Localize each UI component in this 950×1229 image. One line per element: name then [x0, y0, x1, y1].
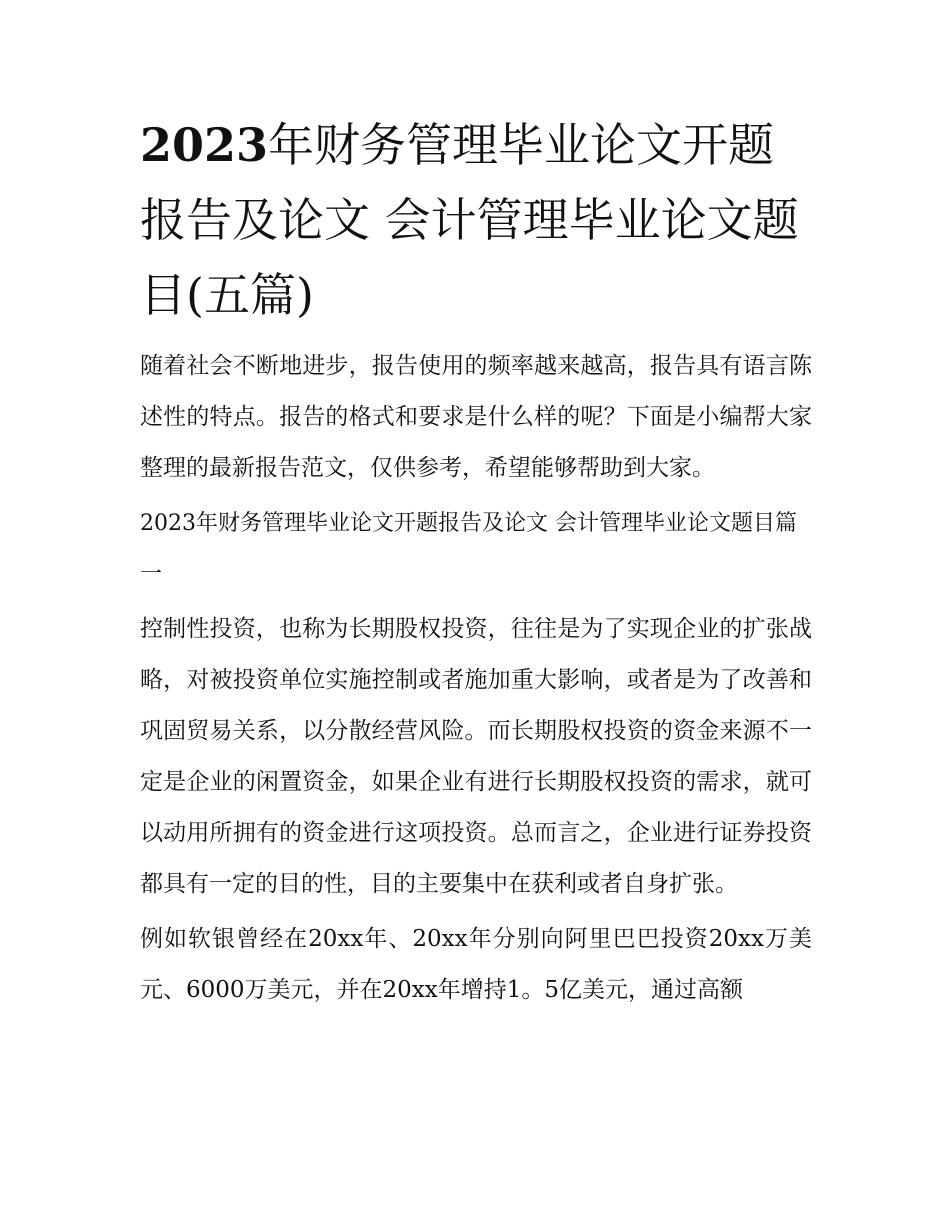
section-heading: 2023年财务管理毕业论文开题报告及论文 会计管理毕业论文题目篇一	[140, 511, 797, 587]
title-text: 年财务管理毕业论文开题报告及论文 会计管理毕业论文题目(五篇)	[140, 118, 799, 322]
document-title	[140, 108, 812, 333]
body-paragraph-2: 例如软银曾经在20xx年、20xx年分别向阿里巴巴投资20xx万美元、6000万美元，并在20xx年增持1。5亿美元，通过高额	[140, 926, 812, 1003]
intro-paragraph: 随着社会不断地进步，报告使用的频率越来越高，报告具有语言陈述性的特点。报告的格式和要求是什么样的呢？下面是小编帮大家整理的最新报告范文，仅供参考，希望能够帮助到大家。	[140, 353, 812, 481]
document-page	[140, 108, 812, 1020]
title-year: 2023	[140, 118, 269, 172]
body-paragraph-1: 控制性投资，也称为长期股权投资，往往是为了实现企业的扩张战略，对被投资单位实施控制或者施加重大影响，或者是为了改善和巩固贸易关系，以分散经营风险。而长期股权投资的资金来源不一定是企业的闲置资金，如果企业有进行长期股权投资的需求，就可以动用所拥有的资金进行这项投资。总而言之，企业进行证券投资都具有一定的目的性，目的主要集中在获利或者自身扩张。	[140, 616, 812, 897]
